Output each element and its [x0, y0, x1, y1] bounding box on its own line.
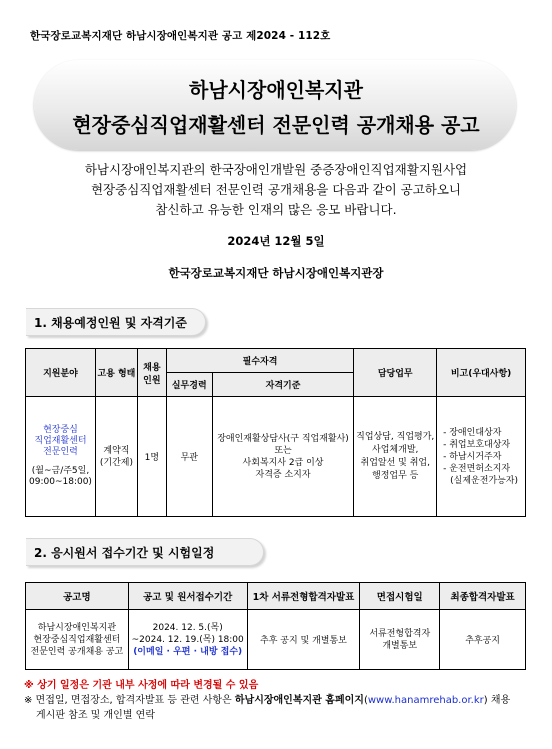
header-doc-result: 1차 서류전형합격자발표: [247, 583, 360, 610]
duties-cell: [354, 397, 437, 517]
note-text: ※ 면접일, 면접장소, 합격자발표 등 관련 사항은: [24, 695, 235, 706]
contact-note: ※ 면접일, 면접장소, 합격자발표 등 관련 사항은 하남시장애인복지관 홈페이지(www.hanamrehab.or.kr) 채용: [24, 695, 511, 706]
header-period: 공고 및 원서접수기간: [128, 583, 247, 610]
pref-item: - 장애인대상자: [443, 427, 502, 438]
employment-type: 계약직: [103, 445, 130, 456]
pref-item: - 취업보호대상자: [443, 439, 511, 450]
header-note: 비고(우대사항): [437, 349, 526, 397]
header-notice: 공고명: [26, 583, 129, 610]
qualification-cell: [212, 397, 354, 517]
qualification-text: 사회복지사 2급 이상: [242, 457, 324, 468]
intro-line: 참신하고 유능한 인재의 많은 응모 바랍니다.: [155, 202, 397, 217]
header-headcount: 채용 인원: [137, 349, 166, 397]
header-interview: 면접시험일: [360, 583, 440, 610]
pref-item: [443, 475, 525, 487]
preferences-cell: [437, 397, 526, 517]
header-final: 최종합격자발표: [440, 583, 526, 610]
notice-text: 하남시장애인복지관: [37, 622, 117, 633]
intro-line: 현장중심직업재활센터 전문인력 공개채용을 다음과 같이 공고하오니: [90, 182, 462, 197]
period-text: ~2024. 12. 19.(목) 18:00: [131, 634, 244, 645]
headcount-cell: 1명: [137, 397, 166, 517]
page-title-line2: 현장중심직업재활센터 전문인력 공개채용 공고: [72, 113, 480, 137]
pref-text: 운전면허소지자: [449, 463, 511, 474]
intro-line: 하남시장애인복지관의 한국장애인개발원 중증장애인직업재활지원사업: [84, 162, 468, 177]
qualification-text: 자격증 소지자: [255, 469, 311, 480]
header-field: 지원분야: [26, 349, 96, 397]
schedule-table: [25, 582, 526, 670]
header-duties: 담당업무: [354, 349, 437, 397]
doc-result-cell: 추후 공지 및 개별통보: [247, 610, 360, 670]
section2-heading: 2. 응시원서 접수기간 및 시험일정: [26, 538, 264, 566]
table-row: [26, 610, 526, 670]
section1-heading: 1. 채용예정인원 및 자격기준: [26, 308, 206, 336]
notice-cell: [26, 610, 129, 670]
pref-item: - 하남시거주자: [443, 451, 502, 462]
field-name: 현장중심: [43, 425, 78, 435]
experience-cell: 무관: [166, 397, 212, 517]
field-name: 전문인력: [43, 447, 78, 457]
notice-text: 전문인력 공개채용 공고: [30, 646, 124, 657]
note-continued: 게시판 참조 및 개인별 연락: [36, 710, 155, 721]
duty-text: 직업상담, 직업평가,: [356, 431, 435, 442]
pref-text: 취업보호대상자: [449, 439, 511, 450]
final-cell: 추후공지: [440, 610, 526, 670]
submission-methods: (이메일 · 우편 · 내방 접수): [133, 646, 243, 657]
field-name: 직업재활센터: [34, 436, 87, 446]
schedule-change-note: ※ 상기 일정은 기관 내부 사정에 따라 변경될 수 있음: [24, 680, 259, 691]
field-cell: [26, 397, 96, 517]
header-qualification: 자격기준: [212, 373, 354, 397]
notice-number: 한국장로교복지재단 하남시장애인복지관 공고 제2024 - 112호: [30, 30, 331, 42]
pref-text: 장애인대상자: [449, 427, 502, 438]
employment-type-cell: [95, 397, 137, 517]
pref-text: (실제운전가능자): [450, 475, 519, 486]
work-hours: 09:00~18:00): [29, 477, 92, 487]
duty-text: 행정업무 등: [372, 470, 419, 481]
homepage-link[interactable]: www.hanamrehab.or.kr: [367, 695, 484, 706]
announcement-date: 2024년 12월 5일: [227, 234, 325, 248]
header-experience: 실무경력: [166, 373, 212, 397]
qualification-text: 또는: [274, 445, 292, 456]
work-hours: (월~금/주5일,: [31, 466, 90, 476]
issuer-name: 한국장로교복지재단 하남시장애인복지관장: [168, 266, 384, 280]
homepage-name: 하남시장애인복지관 홈페이지: [234, 695, 364, 706]
interview-text: 서류전형합격자: [369, 628, 431, 639]
header-employment-type: 고용 형태: [95, 349, 137, 397]
pref-item: - 운전면허소지자: [443, 463, 511, 474]
interview-text: 개별통보: [382, 640, 418, 651]
header-required: 필수자격: [166, 349, 354, 373]
note-text: 채용: [487, 695, 511, 706]
interview-cell: [360, 610, 440, 670]
qualification-table: [25, 348, 526, 517]
notice-text: 현장중심직업재활센터: [33, 634, 121, 645]
pref-text: 하남시거주자: [449, 451, 502, 462]
duty-text: 사업체개발,: [372, 444, 419, 455]
page-title-line1: 하남시장애인복지관: [189, 78, 363, 102]
table-row: [26, 397, 526, 517]
employment-type: (기간제): [99, 457, 133, 468]
duty-text: 취업알선 및 취업,: [360, 457, 430, 468]
period-cell: [128, 610, 247, 670]
period-text: 2024. 12. 5.(목): [152, 622, 223, 633]
intro-paragraph: [0, 160, 552, 220]
qualification-text: 장애인재활상담사(구 직업재활사): [217, 433, 349, 444]
notes: [24, 678, 534, 723]
